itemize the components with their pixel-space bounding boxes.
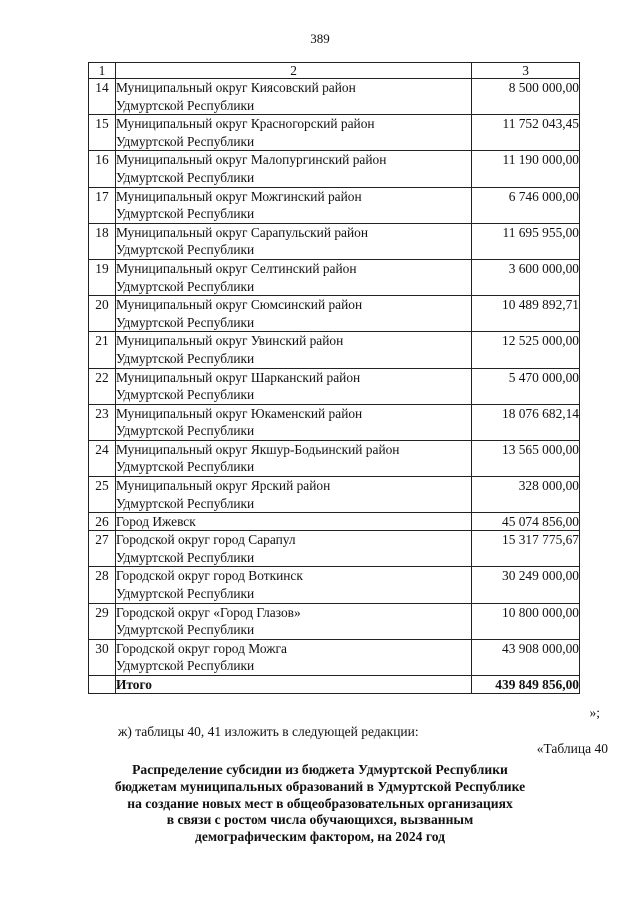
subsidy-amount: 11 752 043,45 [472, 115, 580, 151]
subsidy-amount: 5 470 000,00 [472, 368, 580, 404]
row-number: 20 [89, 296, 116, 332]
table-row [89, 368, 580, 404]
municipality-name [115, 477, 471, 513]
closing-quote: »; [589, 705, 600, 720]
municipality-name [115, 513, 471, 531]
municipality-name-line: Муниципальный округ Шарканский район [115, 369, 361, 385]
page-number: 389 [310, 31, 330, 46]
row-number: 15 [89, 115, 116, 151]
title-line: в связи с ростом числа обучающихся, вызванным [166, 812, 474, 828]
table-row [89, 603, 580, 639]
table-total-row [89, 676, 580, 694]
municipality-name-line: Муниципальный округ Сюмсинский район [115, 297, 363, 313]
subsidy-amount: 8 500 000,00 [472, 79, 580, 115]
table-row [89, 187, 580, 223]
subsidy-amount: 328 000,00 [472, 477, 580, 513]
row-number: 19 [89, 259, 116, 295]
municipality-name-line: Удмуртской Республики [115, 387, 255, 403]
subsidy-amount: 45 074 856,00 [472, 513, 580, 531]
municipality-name-line: Удмуртской Республики [115, 658, 255, 674]
municipality-name-line: Муниципальный округ Увинский район [115, 333, 344, 349]
table-row [89, 440, 580, 476]
row-number: 27 [89, 531, 116, 567]
municipality-name-line: Удмуртской Республики [115, 549, 255, 565]
subsidy-amount: 18 076 682,14 [472, 404, 580, 440]
municipality-name [115, 223, 471, 259]
total-amount: 439 849 856,00 [472, 676, 580, 694]
municipality-name-line: Удмуртской Республики [115, 314, 255, 330]
table-row [89, 404, 580, 440]
municipality-name-line: Удмуртской Республики [115, 206, 255, 222]
subsidy-amount: 13 565 000,00 [472, 440, 580, 476]
municipality-name-line: Городской округ «Город Глазов» [115, 604, 301, 620]
column-header-number: 1 [89, 63, 116, 79]
municipality-name-line: Удмуртской Республики [115, 423, 255, 439]
table-title [80, 762, 560, 846]
row-number: 28 [89, 567, 116, 603]
row-number: 22 [89, 368, 116, 404]
title-line: Распределение субсидии из бюджета Удмуртской Республики [132, 762, 508, 777]
municipality-name [115, 603, 471, 639]
municipality-name [115, 259, 471, 295]
row-number: 25 [89, 477, 116, 513]
table-row [89, 151, 580, 187]
municipality-name-line: Муниципальный округ Киясовский район [115, 80, 356, 95]
municipality-name-line: Удмуртской Республики [115, 459, 255, 475]
subsidy-amount: 43 908 000,00 [472, 639, 580, 675]
municipality-name-line: Городской округ город Сарапул [115, 532, 296, 548]
table-body [89, 79, 580, 694]
row-number: 18 [89, 223, 116, 259]
table-row [89, 567, 580, 603]
table-row [89, 332, 580, 368]
municipality-name-line: Удмуртской Республики [115, 242, 255, 258]
municipality-name [115, 115, 471, 151]
row-number: 16 [89, 151, 116, 187]
municipality-name [115, 187, 471, 223]
municipality-name-line: Муниципальный округ Ярский район [115, 478, 331, 494]
municipality-name-line: Удмуртской Республики [115, 133, 255, 149]
table-row [89, 223, 580, 259]
municipality-name-line: Удмуртской Республики [115, 622, 255, 638]
subsidy-amount: 10 489 892,71 [472, 296, 580, 332]
row-number: 26 [89, 513, 116, 531]
municipality-name-line: Муниципальный округ Малопургинский район [115, 152, 387, 168]
municipality-name-line: Городской округ город Можга [115, 640, 287, 656]
municipality-name [115, 368, 471, 404]
subsidy-amount: 10 800 000,00 [472, 603, 580, 639]
municipality-name-line: Муниципальный округ Сарапульский район [115, 224, 369, 240]
municipality-name [115, 296, 471, 332]
municipality-name-line: Муниципальный округ Красногорский район [115, 116, 375, 132]
column-header-amount: 3 [472, 63, 580, 79]
table-row [89, 296, 580, 332]
municipality-name [115, 151, 471, 187]
municipality-name-line: Муниципальный округ Селтинский район [115, 260, 357, 276]
municipality-name [115, 639, 471, 675]
subsidy-amount: 12 525 000,00 [472, 332, 580, 368]
municipality-name [115, 531, 471, 567]
title-line: на создание новых мест в общеобразовательных организациях [127, 795, 513, 811]
row-number: 30 [89, 639, 116, 675]
municipality-name [115, 440, 471, 476]
municipality-name-line: Город Ижевск [115, 514, 196, 530]
table-row [89, 531, 580, 567]
table-header-row [89, 63, 580, 79]
subsidy-amount: 3 600 000,00 [472, 259, 580, 295]
subsidy-amount: 6 746 000,00 [472, 187, 580, 223]
municipality-name-line: Удмуртской Республики [115, 350, 255, 366]
municipality-name-line: Муниципальный округ Можгинский район [115, 188, 362, 204]
table-row [89, 79, 580, 115]
table-label: «Таблица 40 [536, 741, 608, 756]
title-line: демографическим фактором, на 2024 год [195, 829, 445, 845]
row-number: 21 [89, 332, 116, 368]
subsidy-table [88, 62, 580, 694]
municipality-name-line: Муниципальный округ Юкаменский район [115, 405, 363, 421]
table-row [89, 477, 580, 513]
table-row [89, 513, 580, 531]
subsidy-amount: 11 695 955,00 [472, 223, 580, 259]
municipality-name [115, 404, 471, 440]
title-line: бюджетам муниципальных образований в Удмуртской Республике [114, 778, 526, 794]
row-number: 14 [89, 79, 116, 115]
subsidy-amount: 30 249 000,00 [472, 567, 580, 603]
table-row [89, 639, 580, 675]
row-number: 29 [89, 603, 116, 639]
municipality-name-line: Удмуртской Республики [115, 278, 255, 294]
municipality-name-line: Муниципальный округ Якшур-Бодьинский район [115, 441, 400, 457]
table-row [89, 115, 580, 151]
row-number: 17 [89, 187, 116, 223]
municipality-name-line: Удмуртской Республики [115, 586, 255, 602]
table-row [89, 259, 580, 295]
municipality-name-line: Удмуртской Республики [115, 169, 255, 185]
row-number: 24 [89, 440, 116, 476]
subsidy-amount: 11 190 000,00 [472, 151, 580, 187]
total-number-cell [89, 676, 116, 694]
municipality-name [115, 567, 471, 603]
subsidy-amount: 15 317 775,67 [472, 531, 580, 567]
municipality-name [115, 332, 471, 368]
amendment-instruction: ж) таблицы 40, 41 изложить в следующей редакции: [118, 724, 419, 739]
column-header-name: 2 [115, 63, 471, 79]
municipality-name-line: Удмуртской Республики [115, 97, 255, 113]
row-number: 23 [89, 404, 116, 440]
municipality-name-line: Удмуртской Республики [115, 495, 255, 511]
municipality-name [115, 79, 471, 115]
municipality-name-line: Городской округ город Воткинск [115, 568, 303, 584]
total-label: Итого [115, 676, 471, 694]
